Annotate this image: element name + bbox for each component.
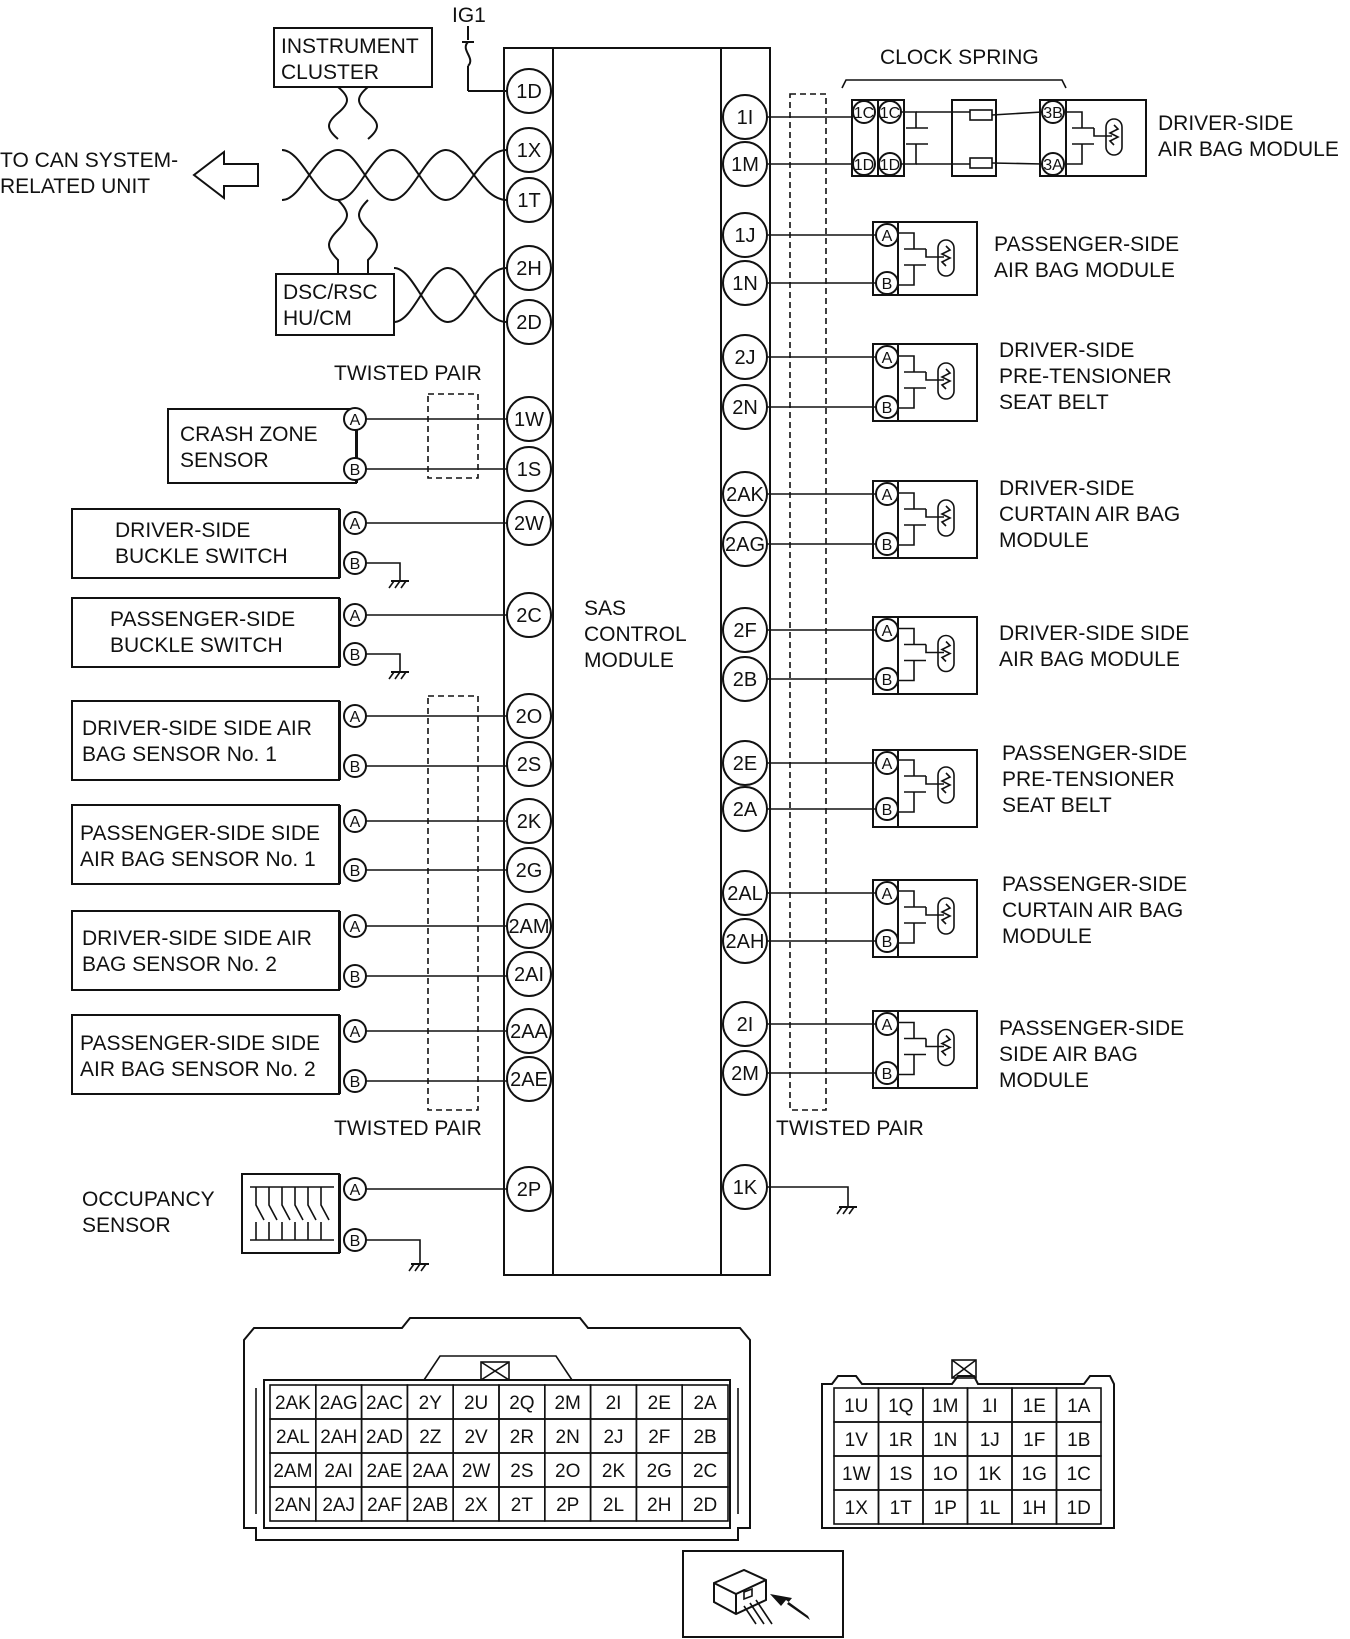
- connector-1-cell-1u-text: 1U: [844, 1396, 869, 1417]
- connector-2-cell-2h-text: 2H: [647, 1495, 672, 1516]
- connector-1-cell-1f-text: 1F: [1023, 1430, 1046, 1451]
- left-device-4-label-1: DRIVER-SIDE SIDE AIR: [82, 717, 312, 740]
- occupancy-label-2: SENSOR: [82, 1214, 171, 1237]
- connector-view-icon: [683, 1551, 843, 1637]
- left-device-1-pin-b-text: B: [349, 462, 361, 479]
- left-device-5: [72, 805, 507, 884]
- left-device-4-label-2: BAG SENSOR No. 1: [82, 743, 277, 766]
- right-pin-2b-label: 2B: [732, 669, 758, 691]
- right-pin-1k-label: 1K: [732, 1177, 758, 1199]
- connector-2-cell-2l-text: 2L: [602, 1495, 625, 1516]
- instrument-cluster: [274, 28, 432, 87]
- connector-2-cell-2e-text: 2E: [647, 1393, 671, 1414]
- connector-1-cell-1i-text: 1I: [981, 1396, 998, 1417]
- left-device-7-label-1: PASSENGER-SIDE SIDE: [80, 1032, 321, 1055]
- left-pin-2w-label: 2W: [514, 513, 544, 535]
- to-can-label-2: RELATED UNIT: [0, 175, 151, 198]
- right-pin-2a-label: 2A: [732, 799, 758, 821]
- connector-2-cell-2y-text: 2Y: [418, 1393, 442, 1414]
- right-pin-2al-label: 2AL: [727, 883, 763, 905]
- right-device-5-pin-b-text: B: [881, 672, 893, 689]
- connector-1-cell-1d-text: 1D: [1066, 1498, 1091, 1519]
- right-device-8-label-2: SIDE AIR BAG: [999, 1043, 1138, 1066]
- right-pin-2n-label: 2N: [732, 397, 758, 419]
- connector-2-cell-2aj-text: 2AJ: [322, 1495, 356, 1516]
- connector-2-face: [244, 1318, 750, 1540]
- connector-1-cell-1p-text: 1P: [933, 1498, 957, 1519]
- right-pin-1j-label: 1J: [734, 225, 756, 247]
- connector-1-cell-1a-text: 1A: [1067, 1396, 1091, 1417]
- right-pin-2e-label: 2E: [732, 753, 758, 775]
- right-pin-2i-label: 2I: [736, 1014, 754, 1036]
- connector-1-cell-1c-text: 1C: [1066, 1464, 1091, 1485]
- right-device-7-pin-a-text: A: [881, 886, 893, 903]
- right-device-4-label-3: MODULE: [999, 529, 1089, 552]
- right-device-5-label-2: AIR BAG MODULE: [999, 648, 1180, 671]
- connector-1-cell-1q-text: 1Q: [888, 1396, 914, 1417]
- clock-spring: [842, 46, 1066, 88]
- right-pin-2m-label: 2M: [731, 1063, 759, 1085]
- can-bus-wiring: [0, 87, 507, 322]
- left-device-2-pin-a-text: A: [349, 516, 361, 533]
- connector-1-cell-1l-text: 1L: [979, 1498, 1001, 1519]
- connector-1-cell-1b-text: 1B: [1067, 1430, 1091, 1451]
- right-device-2-pin-b-text: B: [881, 276, 893, 293]
- right-device-4-label-1: DRIVER-SIDE: [999, 477, 1135, 500]
- right-device-7-pin-b-text: B: [881, 934, 893, 951]
- right-pin-1n-label: 1N: [732, 273, 758, 295]
- left-device-4: [72, 701, 507, 780]
- connector-1-cell-1m-text: 1M: [932, 1396, 959, 1417]
- right-device-4-pin-b-text: B: [881, 537, 893, 554]
- connector-2-cell-2an-text: 2AN: [274, 1495, 312, 1516]
- right-device-3-label-3: SEAT BELT: [999, 391, 1109, 414]
- connector-2-cell-2c-text: 2C: [692, 1461, 718, 1482]
- right-pin-2f-label: 2F: [733, 620, 757, 642]
- right-pin-1m-label: 1M: [731, 154, 759, 176]
- left-device-6-pin-b-text: B: [349, 969, 361, 986]
- left-device-2-label-1: DRIVER-SIDE: [115, 519, 251, 542]
- connector-2-cell-2m-text: 2M: [554, 1393, 581, 1414]
- clock-spring-pin-1d-b-text: 1D: [879, 157, 901, 174]
- left-device-6: [72, 911, 507, 990]
- left-device-5-label-1: PASSENGER-SIDE SIDE: [80, 822, 321, 845]
- connector-1-cell-1g-text: 1G: [1021, 1464, 1047, 1485]
- right-device-6-label-3: SEAT BELT: [1002, 794, 1112, 817]
- connector-2-cell-2ak-text: 2AK: [274, 1393, 311, 1414]
- left-pin-2ae-label: 2AE: [510, 1069, 548, 1091]
- connector-2-cell-2v-text: 2V: [464, 1427, 488, 1448]
- ig1-label: IG1: [452, 4, 486, 27]
- connector-2-cell-2am-text: 2AM: [273, 1461, 313, 1482]
- sas-module-label-1: SAS: [584, 597, 627, 620]
- connector-2-cell-2ad-text: 2AD: [366, 1427, 403, 1448]
- connector-1-cell-1t-text: 1T: [889, 1498, 912, 1519]
- clock-spring-pin-1d-a-text: 1D: [853, 157, 875, 174]
- connector-2-cell-2j-text: 2J: [603, 1427, 624, 1448]
- left-pin-2o-label: 2O: [515, 706, 543, 728]
- right-device-5-label-1: DRIVER-SIDE SIDE: [999, 622, 1190, 645]
- left-pin-2s-label: 2S: [516, 754, 542, 776]
- dsc-rsc-hu-cm: [276, 274, 394, 335]
- left-pin-2ai-label: 2AI: [513, 964, 545, 986]
- left-device-3-pin-a-text: A: [349, 608, 361, 625]
- connector-2-cell-2ag-text: 2AG: [319, 1393, 358, 1414]
- right-device-3: [768, 339, 1172, 421]
- left-pin-2c-label: 2C: [516, 605, 542, 627]
- left-device-5-pin-a-text: A: [349, 814, 361, 831]
- connector-2-cell-2ae-text: 2AE: [366, 1461, 403, 1482]
- right-device-8-label-1: PASSENGER-SIDE: [999, 1017, 1185, 1040]
- airbag-pin-3b-text: 3B: [1043, 105, 1063, 122]
- left-device-3-ground: [389, 672, 409, 679]
- left-pin-1x-label: 1X: [516, 140, 542, 162]
- dsc-label-1: DSC/RSC: [283, 281, 378, 304]
- left-devices: [72, 408, 507, 1271]
- connector-1-cell-1s-text: 1S: [889, 1464, 913, 1485]
- right-pin-1i-label: 1I: [736, 107, 754, 129]
- left-device-7-pin-b-text: B: [349, 1074, 361, 1091]
- sas-module-label-2: CONTROL: [584, 623, 687, 646]
- left-device-2: [72, 509, 507, 588]
- connector-2-cell-2af-text: 2AF: [367, 1495, 402, 1516]
- connector-2-cell-2a-text: 2A: [693, 1393, 717, 1414]
- twisted-pair-label-right: TWISTED PAIR: [776, 1117, 924, 1140]
- clock-spring-pin-1c-b-text: 1C: [879, 105, 901, 122]
- left-pin-1t-label: 1T: [517, 190, 541, 212]
- connector-2-cell-2w-text: 2W: [461, 1461, 491, 1482]
- left-pin-1d-label: 1D: [516, 81, 542, 103]
- left-device-4-pin-b-text: B: [349, 759, 361, 776]
- connector-1-cell-1n-text: 1N: [933, 1430, 958, 1451]
- left-pin-2p-label: 2P: [516, 1179, 542, 1201]
- right-device-1-label-1: DRIVER-SIDE: [1158, 112, 1294, 135]
- left-device-3-label-1: PASSENGER-SIDE: [110, 608, 296, 631]
- connector-2-cell-2r-text: 2R: [509, 1427, 535, 1448]
- left-device-2-pin-b-text: B: [349, 556, 361, 573]
- right-pin-2ag-label: 2AG: [724, 534, 766, 556]
- connector-2-cell-2x-text: 2X: [464, 1495, 488, 1516]
- right-device-4-label-2: CURTAIN AIR BAG: [999, 503, 1181, 526]
- left-device-6-pin-a-text: A: [349, 919, 361, 936]
- occupancy-label-1: OCCUPANCY: [82, 1188, 215, 1211]
- left-pin-2d-label: 2D: [516, 312, 542, 334]
- right-pin-2j-label: 2J: [734, 347, 756, 369]
- right-device-1-driver-airbag: [768, 100, 1339, 176]
- connector-2-cell-2o-text: 2O: [555, 1461, 581, 1482]
- connector-2-cell-2ab-text: 2AB: [412, 1495, 449, 1516]
- connector-2-cell-2al-text: 2AL: [275, 1427, 310, 1448]
- right-device-7-label-1: PASSENGER-SIDE: [1002, 873, 1188, 896]
- right-device-2-label-1: PASSENGER-SIDE: [994, 233, 1180, 256]
- to-can-arrow: [194, 152, 258, 198]
- connector-2-cell-2f-text: 2F: [648, 1427, 671, 1448]
- connector-1-cell-1k-text: 1K: [978, 1464, 1002, 1485]
- right-device-8-label-3: MODULE: [999, 1069, 1089, 1092]
- to-can-label-1: TO CAN SYSTEM-: [0, 149, 179, 172]
- connector-2-cell-2g-text: 2G: [646, 1461, 672, 1482]
- left-pin-2k-label: 2K: [516, 811, 542, 833]
- left-device-1-label-2: SENSOR: [180, 449, 269, 472]
- right-device-7-label-2: CURTAIN AIR BAG: [1002, 899, 1184, 922]
- connector-1-cell-1h-text: 1H: [1022, 1498, 1047, 1519]
- left-pin-2g-label: 2G: [515, 860, 543, 882]
- connector-2-cell-2ah-text: 2AH: [320, 1427, 358, 1448]
- connector-2-cell-2n-text: 2N: [555, 1427, 580, 1448]
- connector-1-cell-1v-text: 1V: [844, 1430, 868, 1451]
- left-device-1-label-1: CRASH ZONE: [180, 423, 318, 446]
- occupancy-pin-a-text: A: [349, 1182, 361, 1199]
- instrument-cluster-label-1: INSTRUMENT: [281, 35, 419, 58]
- ig1-supply: [452, 4, 507, 91]
- left-device-4-pin-a-text: A: [349, 709, 361, 726]
- left-device-8-occupancy: [82, 1174, 507, 1271]
- right-device-1-label-2: AIR BAG MODULE: [1158, 138, 1339, 161]
- right-device-8-pin-a-text: A: [881, 1017, 893, 1034]
- left-device-3-pin-b-text: B: [349, 647, 361, 664]
- connector-2-cell-2p-text: 2P: [556, 1495, 580, 1516]
- right-device-5: [768, 617, 1189, 694]
- right-pin-2ah-label: 2AH: [725, 931, 765, 953]
- connector-1-cell-1e-text: 1E: [1022, 1396, 1046, 1417]
- right-device-4: [768, 477, 1180, 558]
- left-device-1-pin-a-text: A: [349, 412, 361, 429]
- dsc-label-2: HU/CM: [283, 307, 352, 330]
- left-device-2-ground: [389, 581, 409, 588]
- left-pin-2h-label: 2H: [516, 258, 542, 280]
- right-devices: [768, 100, 1339, 1214]
- left-device-7-label-2: AIR BAG SENSOR No. 2: [80, 1058, 316, 1081]
- right-device-4-pin-a-text: A: [881, 487, 893, 504]
- right-device-7-label-3: MODULE: [1002, 925, 1092, 948]
- right-device-6-label-1: PASSENGER-SIDE: [1002, 742, 1188, 765]
- connector-1-cell-1x-text: 1X: [844, 1498, 868, 1519]
- connector-2-cell-2z-text: 2Z: [419, 1427, 442, 1448]
- connector-2-cell-2k-text: 2K: [601, 1461, 626, 1482]
- left-device-3-label-2: BUCKLE SWITCH: [110, 634, 283, 657]
- right-device-7: [768, 873, 1187, 957]
- connector-1-cell-1w-text: 1W: [842, 1464, 871, 1485]
- twisted-pair-label-left: TWISTED PAIR: [334, 1117, 482, 1140]
- connector-2-cell-2s-text: 2S: [510, 1461, 534, 1482]
- right-device-3-pin-b-text: B: [881, 400, 893, 417]
- left-device-6-label-2: BAG SENSOR No. 2: [82, 953, 277, 976]
- left-device-7-pin-a-text: A: [349, 1024, 361, 1041]
- right-device-2-label-2: AIR BAG MODULE: [994, 259, 1175, 282]
- left-device-1: [168, 408, 507, 483]
- connector-2-cell-2i-text: 2I: [605, 1393, 622, 1414]
- sas-module-label-3: MODULE: [584, 649, 674, 672]
- right-device-6-label-2: PRE-TENSIONER: [1002, 768, 1175, 791]
- connector-2-cell-2q-text: 2Q: [509, 1393, 535, 1414]
- right-device-5-pin-a-text: A: [881, 623, 893, 640]
- right-device-3-pin-a-text: A: [881, 350, 893, 367]
- occupancy-ground: [409, 1264, 429, 1271]
- right-device-2-pin-a-text: A: [881, 228, 893, 245]
- connector-2-cell-2aa-text: 2AA: [412, 1461, 449, 1482]
- clock-spring-label: CLOCK SPRING: [880, 46, 1039, 69]
- airbag-pin-3a-text: 3A: [1043, 157, 1063, 174]
- left-device-2-label-2: BUCKLE SWITCH: [115, 545, 288, 568]
- instrument-cluster-label-2: CLUSTER: [281, 61, 380, 84]
- connector-2-cell-2ai-text: 2AI: [324, 1461, 353, 1482]
- right-device-6-pin-b-text: B: [881, 802, 893, 819]
- right-device-6: [768, 742, 1187, 827]
- connector-2-cell-2d-text: 2D: [692, 1495, 718, 1516]
- left-device-3: [72, 598, 507, 679]
- left-device-5-pin-b-text: B: [349, 863, 361, 880]
- left-device-7: [72, 1015, 507, 1094]
- right-device-8-pin-b-text: B: [881, 1066, 893, 1083]
- connector-2-cell-2t-text: 2T: [510, 1495, 533, 1516]
- connector-1-cell-1o-text: 1O: [932, 1464, 958, 1485]
- left-pin-1s-label: 1S: [516, 459, 542, 481]
- left-device-5-label-2: AIR BAG SENSOR No. 1: [80, 848, 316, 871]
- right-device-3-label-1: DRIVER-SIDE: [999, 339, 1135, 362]
- left-device-6-label-1: DRIVER-SIDE SIDE AIR: [82, 927, 312, 950]
- left-pin-2am-label: 2AM: [508, 916, 550, 938]
- right-device-3-label-2: PRE-TENSIONER: [999, 365, 1172, 388]
- connector-2-cell-2ac-text: 2AC: [366, 1393, 403, 1414]
- left-pin-1w-label: 1W: [514, 409, 544, 431]
- right-device-6-pin-a-text: A: [881, 756, 893, 773]
- left-pin-2aa-label: 2AA: [510, 1021, 548, 1043]
- twisted-pair-label-top: TWISTED PAIR: [334, 362, 482, 385]
- connector-1-cell-1j-text: 1J: [979, 1430, 1000, 1451]
- connector-2-cell-2b-text: 2B: [693, 1427, 717, 1448]
- connector-1-cell-1r-text: 1R: [888, 1430, 913, 1451]
- connector-1-face: [822, 1360, 1114, 1528]
- clock-spring-pin-1c-a-text: 1C: [853, 105, 875, 122]
- pin-1k-ground: [837, 1207, 857, 1214]
- occupancy-pin-b-text: B: [349, 1233, 361, 1250]
- pin-1k-ground-wire: [768, 1187, 848, 1207]
- right-pin-2ak-label: 2AK: [726, 484, 764, 506]
- connector-2-cell-2u-text: 2U: [463, 1393, 489, 1414]
- right-device-2: [768, 222, 1179, 295]
- right-device-8: [768, 1011, 1184, 1092]
